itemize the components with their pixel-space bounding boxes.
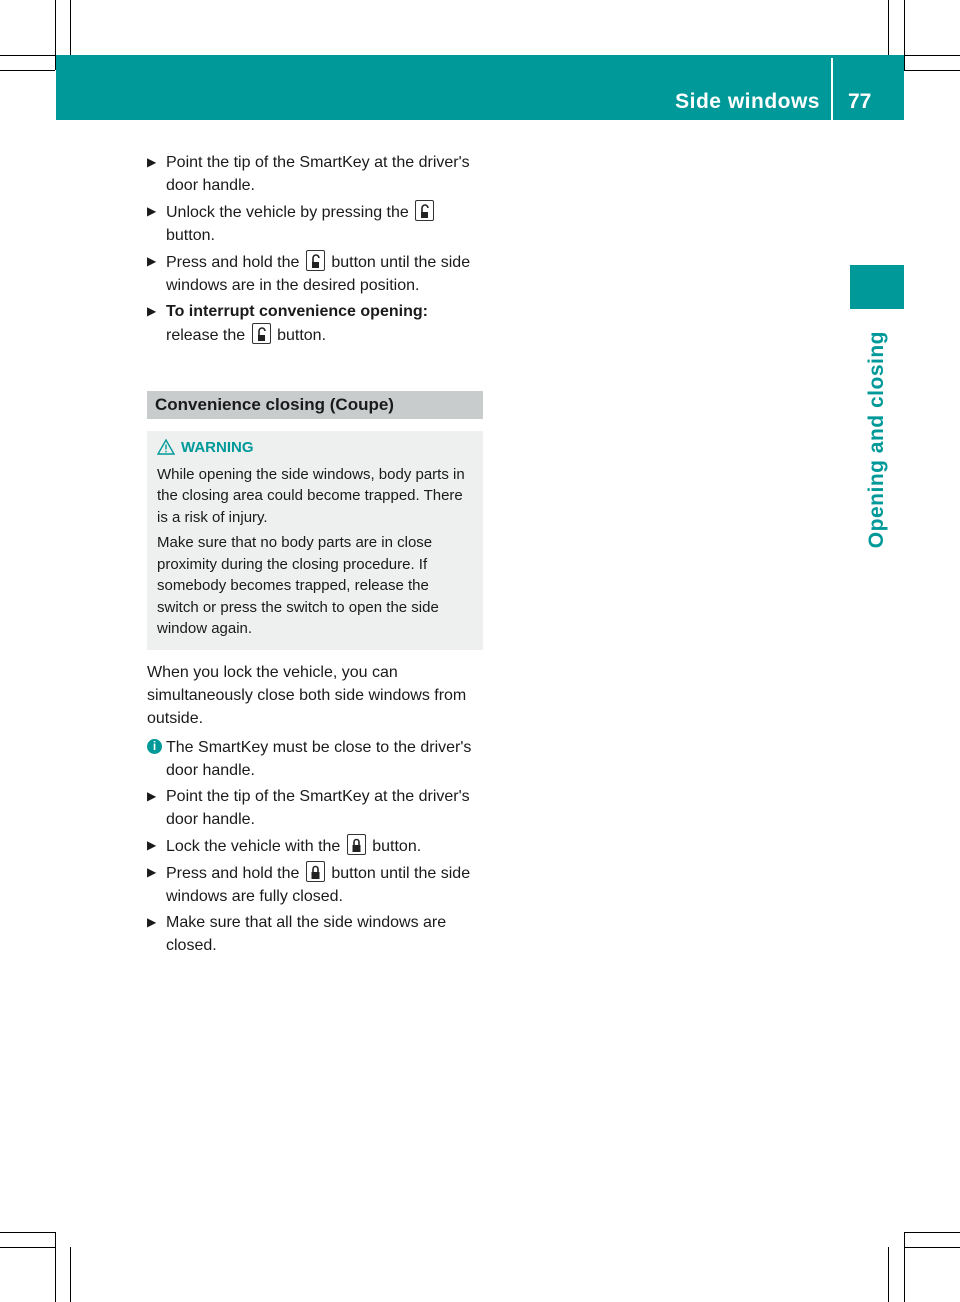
crop-mark [0,70,55,71]
header-divider [831,58,833,120]
crop-mark [904,70,960,71]
step-arrow-icon: ▶ [147,304,157,318]
crop-mark [904,0,905,70]
step-arrow-icon: ▶ [147,788,157,803]
crop-mark [904,1232,960,1233]
lock-icon [306,861,325,882]
step-item: ▶ Unlock the vehicle by pressing the button. [147,200,483,247]
step-item: ▶ Make sure that all the side windows are closed. [147,911,483,957]
crop-mark [904,1247,960,1248]
page-number: 77 [848,90,872,113]
warning-box [147,431,483,650]
crop-mark [0,1232,55,1233]
crop-mark [904,55,960,56]
step-item: ▶ Lock the vehicle with the button. [147,834,483,858]
crop-mark [0,1247,55,1248]
warning-text: While opening the side windows, body parts in the closing area could become trapped. There is a risk of injury. [157,465,465,526]
unlock-icon [306,250,325,271]
info-note: i The SmartKey must be close to the driver's door handle. [147,736,483,782]
step-item: ▶ Press and hold the button until the side windows are fully closed. [147,861,483,908]
step-arrow-icon: ▶ [147,864,157,879]
step-item: ▶ Point the tip of the SmartKey at the driver's door handle. [147,151,483,197]
crop-mark [904,1232,905,1302]
crop-mark [55,1232,56,1302]
step-arrow-icon: ▶ [147,155,157,169]
step-item: ▶ To interrupt convenience opening: release the button. [147,300,483,347]
crop-mark [888,0,889,55]
step-item: ▶ Point the tip of the SmartKey at the driver's door handle. [147,785,483,831]
step-arrow-icon: ▶ [147,837,157,852]
unlock-icon [252,323,271,344]
crop-mark [0,55,55,56]
warning-triangle-icon [157,439,175,462]
chapter-tab-marker [850,265,904,309]
warning-text: Make sure that no body parts are in close proximity during the closing procedure. If somebody becomes trapped, release the switch or press the switch to open the side window again. [157,534,439,637]
section-heading: Convenience closing (Coupe) [147,391,483,419]
crop-mark [70,1247,71,1302]
step-arrow-icon: ▶ [147,914,157,929]
step-item: ▶ Press and hold the button until the side windows are in the desired position. [147,250,483,297]
page-title: Side windows [675,90,820,113]
crop-mark [888,1247,889,1302]
step-arrow-icon: ▶ [147,204,157,218]
info-icon: i [147,739,162,754]
lock-icon [347,834,366,855]
unlock-icon [415,200,434,221]
intro-paragraph: When you lock the vehicle, you can simultaneously close both side windows from outside. [147,663,467,727]
crop-mark [70,0,71,55]
chapter-label: Opening and closing [865,330,888,548]
content-column [147,151,483,960]
step-arrow-icon: ▶ [147,254,157,268]
warning-heading: WARNING [157,437,473,462]
